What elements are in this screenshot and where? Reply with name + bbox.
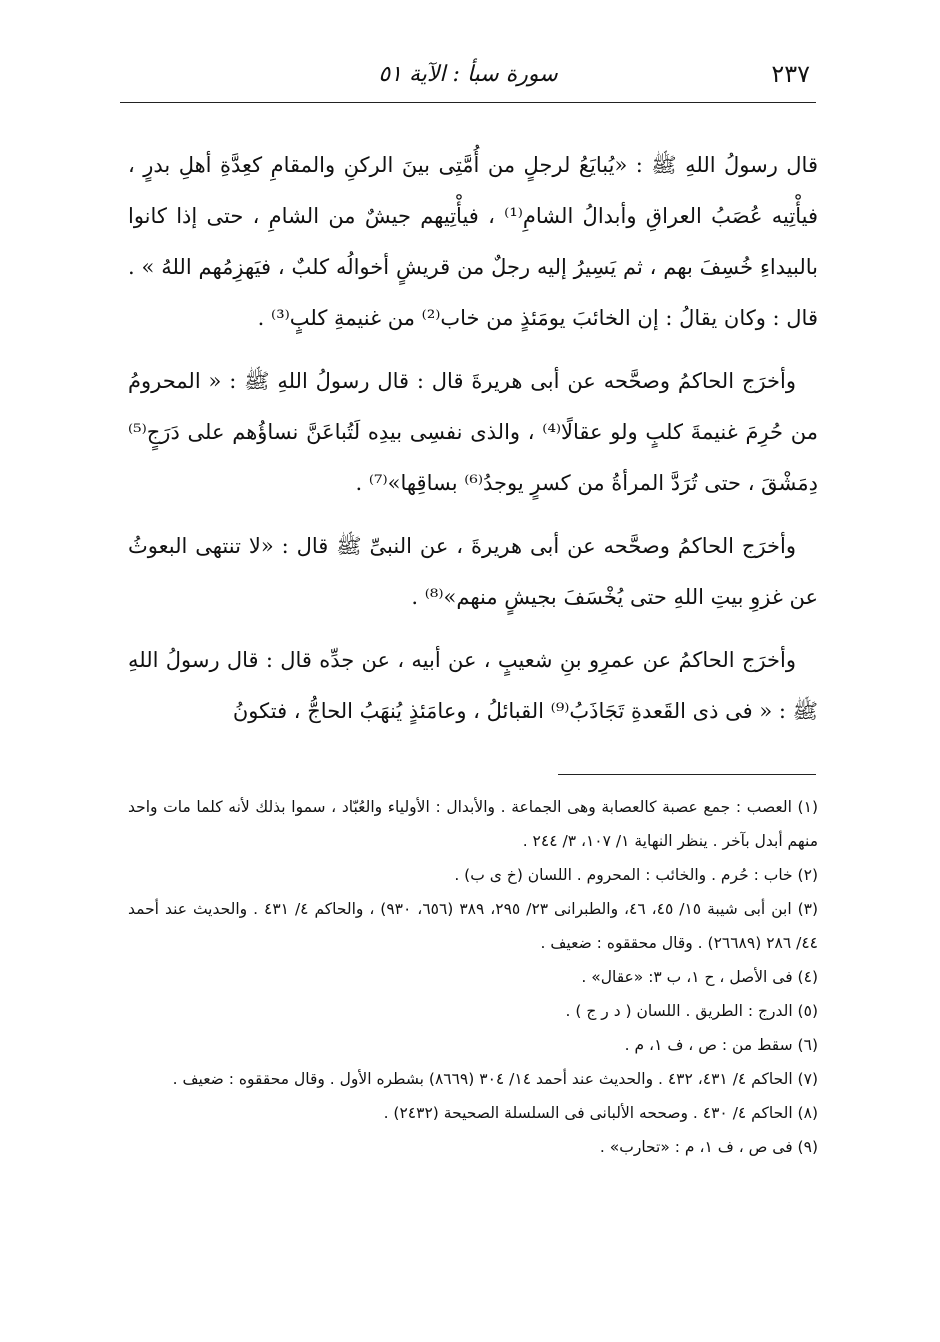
footnote-9: (٩) فى ص ، ف ١، م : «تحارب» . — [599, 1138, 818, 1156]
footnote-separator — [558, 774, 816, 775]
footnote-7: (٧) الحاكم ٤/ ٤٣١، ٤٣٢ . والحديث عند أحمد ١٤/ ٣٠٤ (٨٦٦٩) بشطره الأول . وقال محققوه : ضعيف . — [172, 1070, 818, 1088]
footnote-8: (٨) الحاكم ٤/ ٤٣٠ . وصححه الألبانى فى السلسلة الصحيحة (٢٤٣٢) . — [383, 1104, 818, 1122]
footnotes — [128, 790, 818, 1164]
footnote-5: (٥) الدرج : الطريق . اللسان ( د ر ج ) . — [565, 1002, 818, 1020]
footnote-4: (٤) فى الأصل ، ح ١، ب ٣: «عقال» . — [581, 968, 818, 986]
main-paragraph-2: وأخرَج الحاكمُ وصحَّحه عن أبى هريرةَ قال : قال رسولُ اللهِ ﷺ : « المحرومُ من حُرِمَ غنيمةَ كلبٍ ولو عقالًا⁽⁴⁾ ، والذى نفسِى بيدِه لَتُباعَنَّ نساؤُهم على دَرَجٍ⁽⁵⁾ دِمَشْقَ ، حتى تُرَدَّ المرأةُ من كسرٍ يوجدُ⁽⁶⁾ بساقِها»⁽⁷⁾ . — [128, 369, 818, 495]
page-header — [118, 56, 818, 100]
footnote-6: (٦) سقط من : ص ، ف ١، م . — [624, 1036, 818, 1054]
footnote-3: (٣) ابن أبى شيبة ١٥/ ٤٥، ٤٦، والطبرانى ٢٣/ ٢٩٥، ٣٨٩ (٦٥٦، ٩٣٠) ، والحاكم ٤/ ٤٣١ . والحديث عند أحمد ٤٤/ ٢٨٦ (٢٦٦٨٩) . وقال محققوه : ضعيف . — [128, 900, 819, 952]
main-paragraph-1: قال رسولُ اللهِ ﷺ : «يُبايَعُ لرجلٍ من أُمَّتِى بينَ الركنِ والمقامِ كعِدَّةِ أهلِ بدرٍ ، فيأْتِيه عُصَبُ العراقِ وأبدالُ الشامِ⁽¹⁾ ، فيأْتِيهم جيشٌ من الشامِ ، حتى إذا كانوا بالبيداءِ خُسِفَ بهم ، ثم يَسِيرُ إليه رجلٌ من قريشٍ أخوالُه كلبٌ ، فيَهزِمُهم اللهُ » . قال : وكان يقالُ : إن الخائبَ يومَئذٍ من خاب⁽²⁾ من غنيمةِ كلبٍ⁽³⁾ . — [128, 153, 818, 330]
footnote-1: (١) العصب : جمع عصبة كالعصابة وهى الجماعة . والأبدال : الأولياء والعُبّاد ، سموا بذلك لأنه كلما مات واحد منهم أبدل بآخر . ينظر النهاية ١/ ١٠٧، ٣/ ٢٤٤ . — [128, 798, 818, 850]
main-paragraph-4: وأخرَج الحاكمُ عن عمرِو بنِ شعيبٍ ، عن أبيه ، عن جدِّه قال : قال رسولُ اللهِ ﷺ : « فى ذى القَعدةِ تَجَاذَبُ⁽⁹⁾ القبائلُ ، وعامَئذٍ يُنهَبُ الحاجُّ ، فتكونُ — [128, 648, 818, 723]
header-rule — [120, 102, 816, 103]
running-title: سورة سبأ : الآية ٥١ — [378, 62, 558, 87]
main-text — [128, 140, 818, 749]
main-paragraph-3: وأخرَج الحاكمُ وصحَّحه عن أبى هريرةَ ، عن النبىِّ ﷺ قال : «لا تنتهى البعوثُ عن غزوِ بيتِ اللهِ حتى يُخْسَفَ بجيشٍ منهم»⁽⁸⁾ . — [128, 534, 818, 609]
page-number: ٢٣٧ — [771, 60, 810, 88]
footnote-2: (٢) خاب : حُرم . والخائب : المحروم . اللسان (خ ى ب) . — [454, 866, 818, 884]
